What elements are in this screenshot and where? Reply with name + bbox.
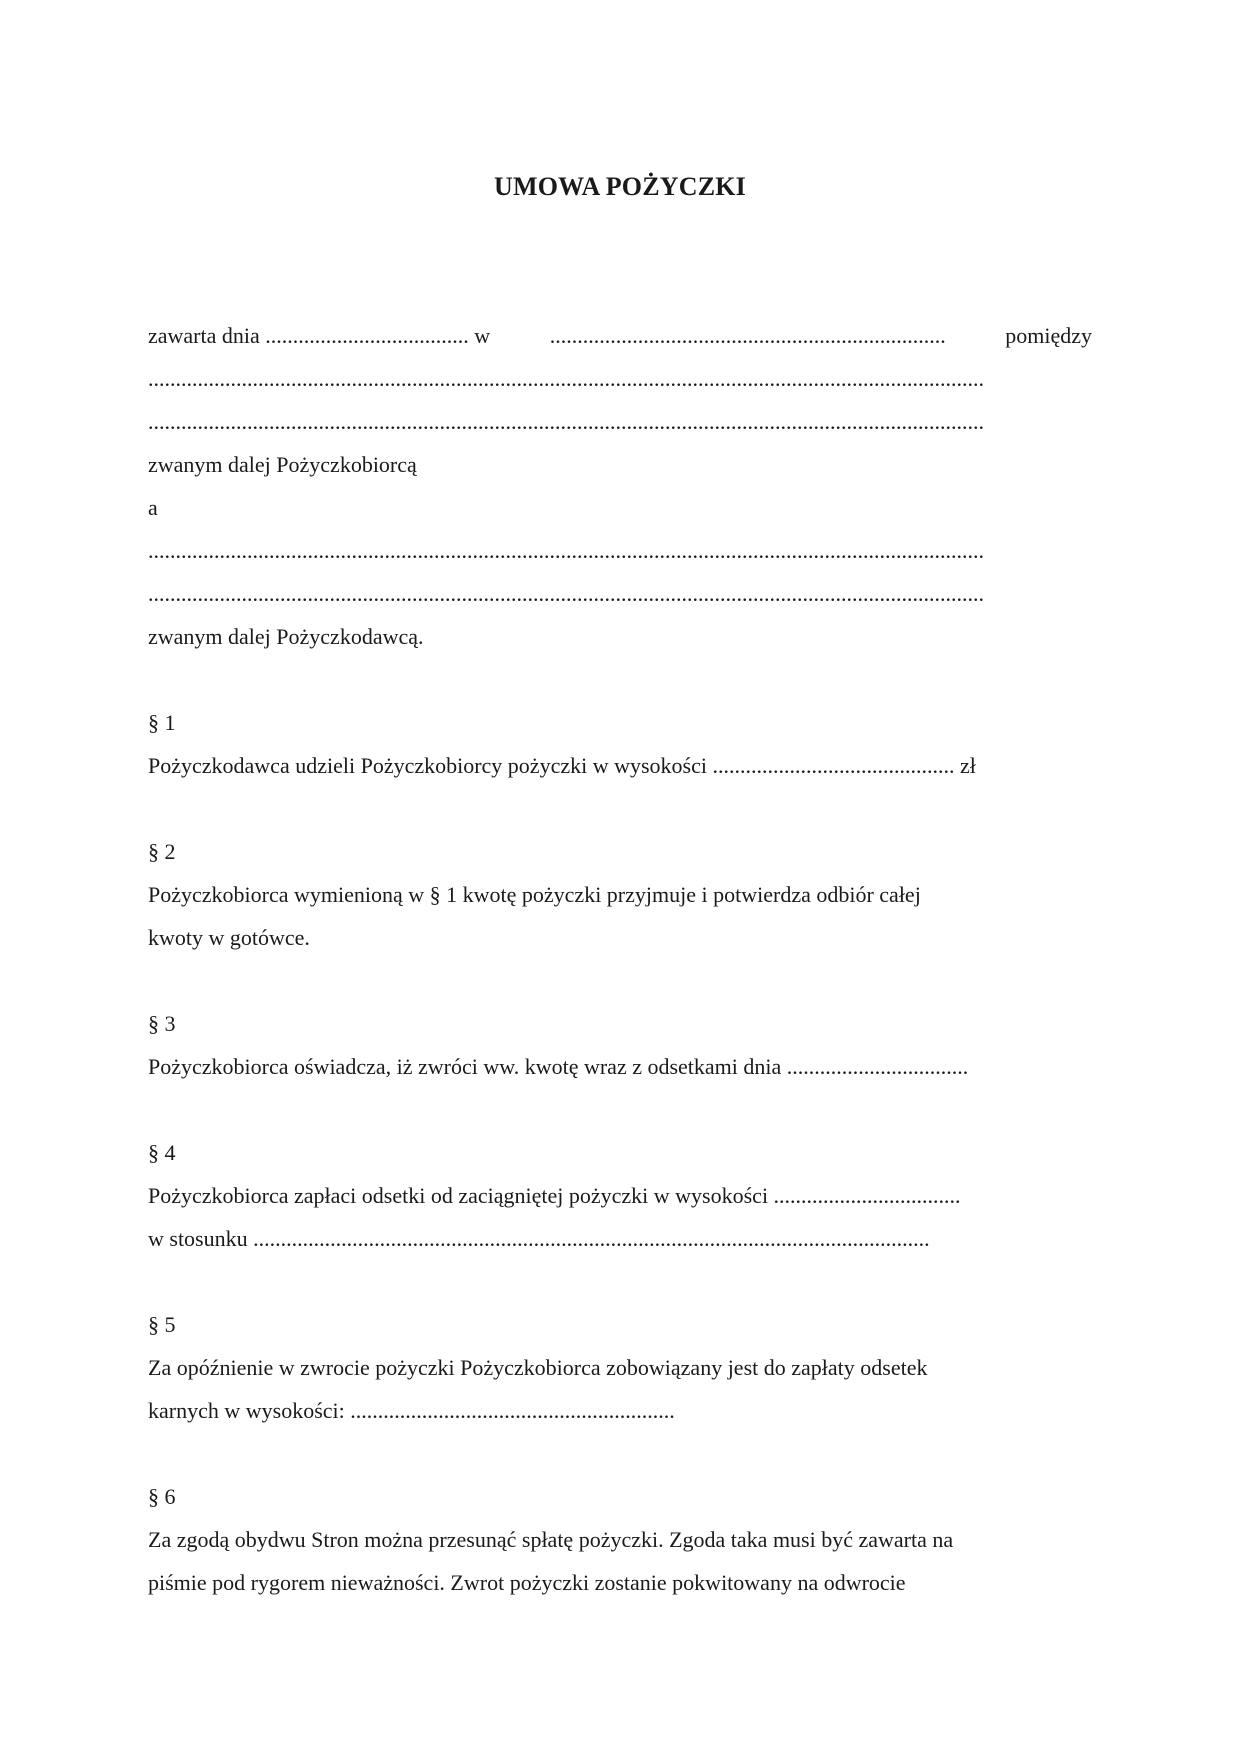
section-6-text-line-2: piśmie pod rygorem nieważności. Zwrot pożyczki zostanie pokwitowany na odwrocie xyxy=(148,1570,906,1595)
section-4-text-line-2: w stosunku ........................................................................................................................... xyxy=(148,1226,930,1251)
lender-dots-line-2: ........................................................................................................................................................ xyxy=(148,581,984,606)
section-5-number: § 5 xyxy=(148,1312,176,1337)
borrower-dots-line-2: ........................................................................................................................................................ xyxy=(148,409,984,434)
intro-date-text: zawarta dnia ..................................... w xyxy=(148,323,491,348)
borrower-dots-line-1: ........................................................................................................................................................ xyxy=(148,366,984,391)
section-5-text-line-2: karnych w wysokości: ........................................................... xyxy=(148,1398,675,1423)
lender-dots-line-1: ........................................................................................................................................................ xyxy=(148,538,984,563)
section-1-number: § 1 xyxy=(148,710,176,735)
section-4-number: § 4 xyxy=(148,1140,176,1165)
borrower-label: zwanym dalej Pożyczkobiorcą xyxy=(148,452,417,477)
lender-label: zwanym dalej Pożyczkodawcą. xyxy=(148,624,424,649)
intro-between-text: pomiędzy xyxy=(1005,323,1092,348)
section-3-number: § 3 xyxy=(148,1011,176,1036)
section-2-text-line-2: kwoty w gotówce. xyxy=(148,925,310,950)
intro-place-dots: ........................................................................ xyxy=(549,323,946,348)
section-2-number: § 2 xyxy=(148,839,176,864)
section-6-number: § 6 xyxy=(148,1484,176,1509)
section-1-text-line-1: Pożyczkodawca udzieli Pożyczkobiorcy pożyczki w wysokości ............................................ zł xyxy=(148,753,976,778)
section-5-text-line-1: Za opóźnienie w zwrocie pożyczki Pożyczkobiorca zobowiązany jest do zapłaty odsetek xyxy=(148,1355,928,1380)
and-conjunction: a xyxy=(148,495,158,520)
section-2-text-line-1: Pożyczkobiorca wymienioną w § 1 kwotę pożyczki przyjmuje i potwierdza odbiór całej xyxy=(148,882,921,907)
document-title: UMOWA POŻYCZKI xyxy=(494,172,746,201)
section-4-text-line-1: Pożyczkobiorca zapłaci odsetki od zaciągniętej pożyczki w wysokości .................................. xyxy=(148,1183,961,1208)
section-6-text-line-1: Za zgodą obydwu Stron można przesunąć spłatę pożyczki. Zgoda taka musi być zawarta na xyxy=(148,1527,954,1552)
section-3-text-line-1: Pożyczkobiorca oświadcza, iż zwróci ww. kwotę wraz z odsetkami dnia ................................. xyxy=(148,1054,969,1079)
intro-line-date-place xyxy=(148,321,1092,351)
